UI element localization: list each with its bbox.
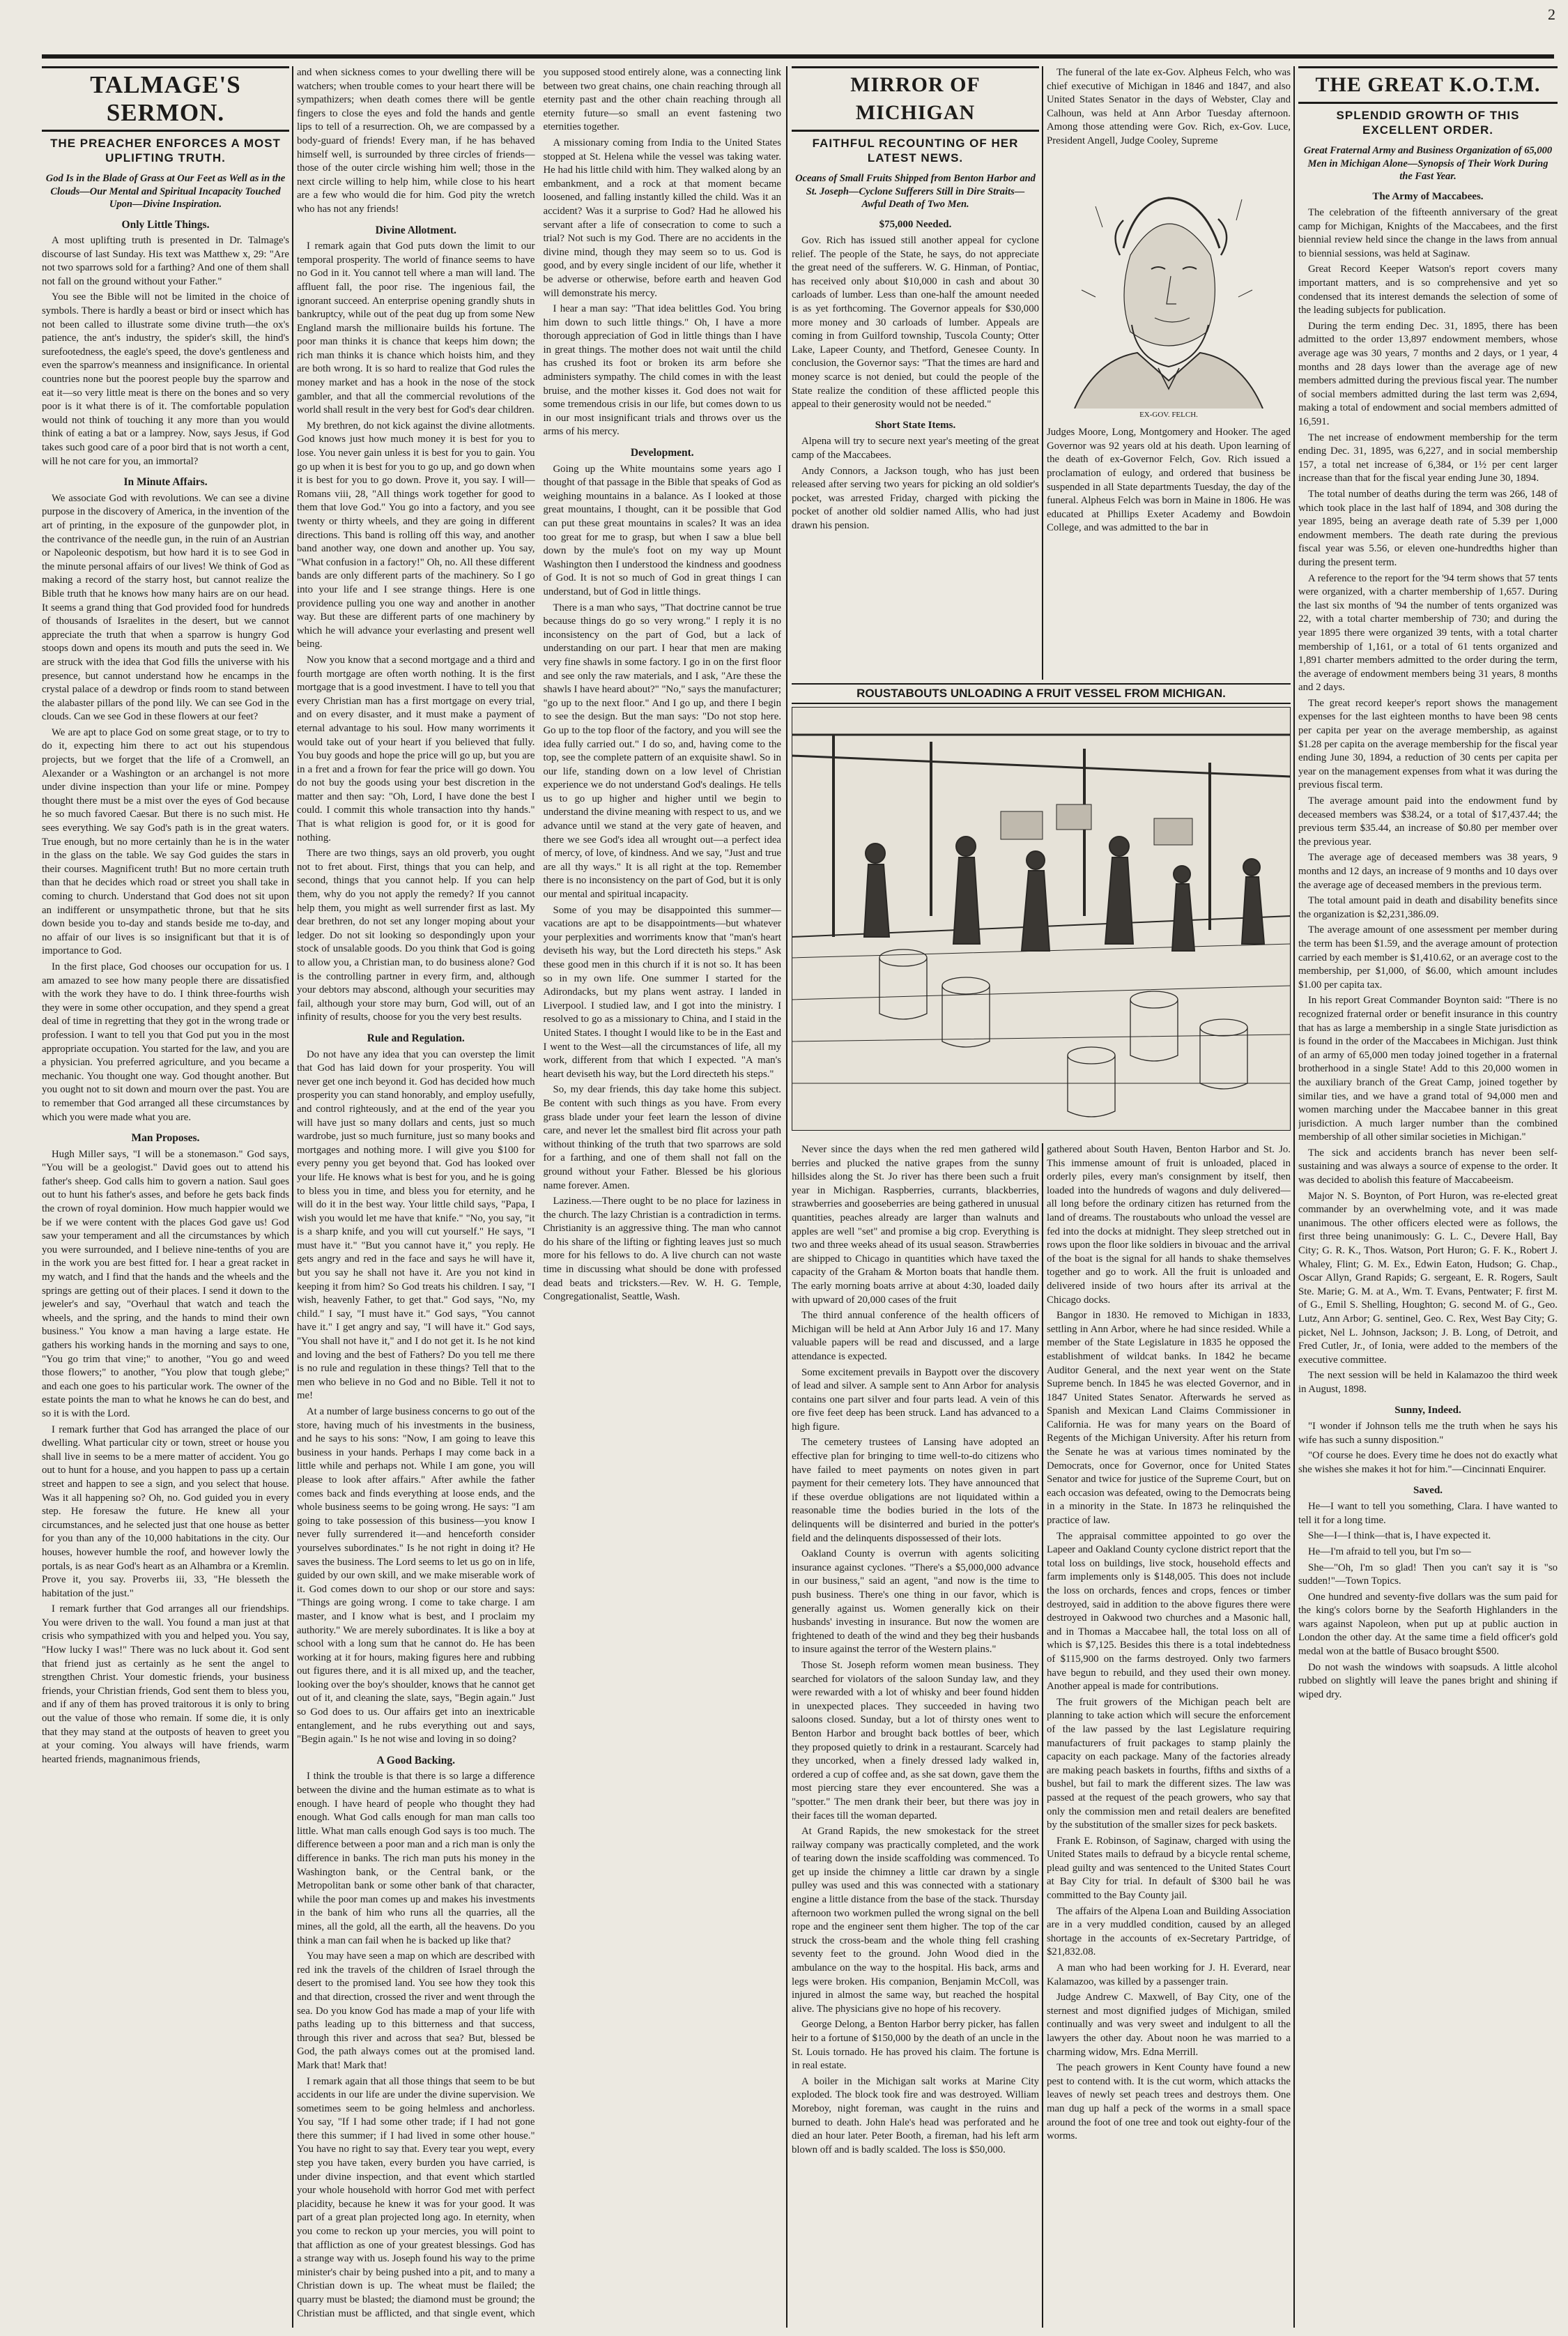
article-paragraph: Never since the days when the red men gathered wild berries and plucked the native grapes from the sunny hillsides along the St. Jo river has there been such a fruit year in Michigan. Raspberries, currants, blackberries, strawberries and gooseberries are being gathered in unusual quantities, peaches already are larger than walnuts and apples are well "set" and promise a big crop. Everything is two and three weeks ahead of its usual season. Strawberries are shipped to Chicago in quantities which have taxed the capacity of the Graham & Morton boats that handle them. The early morning boats arrive at about 4:30, loaded daily with upward of 20,000 cases of the fruit — [792, 1144, 1039, 1306]
article-paragraph: The net increase of endowment membership for the term ending Dec. 31, 1895, was 6,227, and in social membership 157, a total net increase of 6,384, or 1½ per cent larger increase than that for the fiscal year ending June 30, 1894. — [1298, 432, 1558, 484]
article-paragraph: "I wonder if Johnson tells me the truth when he says his wife has such a sunny disposition." — [1298, 1421, 1558, 1446]
article-paragraph: Some excitement prevails in Baypott over the discovery of lead and silver. A sample sent to Ann Arbor for analysis contains one part silver and four parts lead. A vein of this ore five feet deep has been struck. Land has advanced to a high figure. — [792, 1366, 1039, 1433]
felch-portrait — [1054, 151, 1284, 409]
article-paragraph: I remark further that God arranges all our friendships. You were driven to the wall. You found a man just at that crisis who sympathized with you and helped you. You say, "How lucky I was!" There was no luck about it. God sent that friend just as certainly as he sent the angel to strengthen Christ. Your domestic friends, your business friends, your Christian friends, God sent them to bless you, and if any of them has proved traitorous it is only to bring out the value of those who remain. If some die, it is only that they may stand at the outposts of heaven to greet you at your coming. You always will have friends, warm hearted friends, magnanimous friends, — [42, 1603, 289, 1765]
article-paragraph: Great Record Keeper Watson's report covers many important matters, and is so comprehensive and yet so condensed that its interest demands the selection of some of the leading subjects for publication. — [1298, 264, 1558, 316]
dock-scene — [792, 707, 1291, 1131]
article-paragraph: The next session will be held in Kalamazoo the third week in August, 1898. — [1298, 1370, 1558, 1395]
article-paragraph: One hundred and seventy-five dollars was the sum paid for the king's colors borne by the Seaforth Highlanders in the wars against Napoleon, when put up at public auction in London the other day. At the same time a field officer's gold medal won at the battle of Busaco brought $500. — [1298, 1591, 1558, 1658]
section-heading: The Army of Maccabees. — [1372, 190, 1484, 202]
felch-column — [1047, 66, 1291, 680]
article-paragraph: So, my dear friends, this day take home this subject. Be content with such things as you have. From every grass blade under your feet learn the lesson of divine care, and never let the smallest bird flit across your path without thinking of the truth that two sparrows are sold for a farthing, and one of them shall not fall on the ground without your Father. Blessed be his glorious name forever. Amen. — [543, 1084, 781, 1191]
article-paragraph: I think the trouble is that there is so large a difference between the divine and the human estimate as to what is enough. I have heard of people who thought they had enough. What God calls enough for man man calls too little. What man calls enough God says is too much. The difference between a poor man and a rich man is only the difference in banks. The rich man puts his money in the Washington bank, or the Central bank, or the Metropolitan bank or some other bank of that character, while the poor man comes up and makes his investments in the bank of him who runs all the quarries, all the mines, all the gold, all the earth, all the heavens. Do you think a man can fail when he is backed up like that? — [297, 1771, 535, 1946]
article-paragraph: Bangor in 1830. He removed to Michigan in 1833, settling in Ann Arbor, where he had since resided. While a member of the State Legislature in 1835 he opposed the establishment of wildcat banks. In 1842 he became Auditor General, and the next year went on the State Supreme bench. In 1845 he was elected Governor, and in 1847 United States Senator. Afterwards he served as Spanish and Mexican Land Claims Commissioner in California. He was for many years on the Board of Regents of the Michigan University. After his return from the Senate he was at various times nominated by the Democrats, once for Governor, once for United States Senator and twice for justice of the Supreme Court, but on each occasion was defeated, owing to the Democrats being in a minority in the State. In 1873 he relinquished the practice of law. — [1047, 1310, 1291, 1527]
article-paragraph: At a number of large business concerns to go out of the store, having much of his investments in the business, and he says to his sons: "Now, I am going to leave this business in your hands. Perhaps I may come back in a little while and perhaps not. While I am gone, you will please to look after affairs." After awhile the father comes back and finds everything at loose ends, and the whole business seems to be going wrong. He says: "I am going to take possession of this business—you know I never fully surrendered it—and henceforth consider yourselves subordinates." Is he not right in doing it? He saves the business. The Lord seems to let us go on in life, guided by our own skill, and we make miserable work of it. God comes down to our shop or our store and says: "Things are going wrong. I come to take charge. I am master, and I know what is best, and I proclaim my authority." We are merely subordinates. It is like a boy at school with a long sum that he cannot do. He has been working at it for hours, making figures here and rubbing out figures there, and it is all mixed up, and the teacher, looking over the boy's shoulder, knows that he cannot get out of it, and cleaning the slate, says, "Begin again." Just so God does to us. Our affairs get into an inextricable entanglement, and he rubs everything out and says, "Begin again." Is he not wise and loving in so doing? — [297, 1406, 535, 1746]
article-paragraph: A boiler in the Michigan salt works at Marine City exploded. The block took fire and was destroyed. William Moreboy, night foreman, was caught in the ruins and burned to death. John Hale's head was perforated and he died an hour later. Peter Booth, a fireman, had his left arm blown off and is badly scalded. The loss is $50,000. — [792, 2075, 1039, 2155]
article-paragraph: The sick and accidents branch has never been self-sustaining and was always a source of expense to the order. It was decided to abolish this feature of Maccabeeism. — [1298, 1147, 1558, 1186]
article-paragraph: Do not wash the windows with soapsuds. A little alcohol rubbed on slightly will leave the panes bright and shining if wiped dry. — [1298, 1661, 1558, 1700]
article-paragraph: The celebration of the fifteenth anniversary of the great camp for Michigan, Knights of the Maccabees, and the first biennial review held since the change in the laws from annual to biennial sessions, was held at Saginaw. — [1298, 207, 1558, 259]
section-heading: In Minute Affairs. — [123, 476, 208, 489]
article-paragraph: gathered about South Haven, Benton Harbor and St. Jo. This immense amount of fruit is unloaded, placed in orderly piles, every man's consignment by itself, then loaded into the hundreds of wagons and duly delivered—all long before the ordinary citizen has returned from the land of dreams. The roustabouts who unload the vessel are fed into the docks at midnight. They sleep stretched out in rows upon the floor like soldiers in bivouac and the arrival of the boat is the signal for all hands to shake themselves together and go to work. All the fruit is unloaded and delivered inside of two hours after its arrival at the Chicago docks. — [1047, 1144, 1291, 1306]
illustration-title: ROUSTABOUTS UNLOADING A FRUIT VESSEL FROM MICHIGAN. — [792, 683, 1291, 704]
article-paragraph: The fruit growers of the Michigan peach belt are planning to take action which will secure the enforcement of the law passed by the last Legislature requiring manufacturers of fruit packages to stamp plainly the capacity on each package. Many of the factories already are making peach baskets in fourths, fifths and sixths of a bushel, but fail to mark the different sizes. The law was passed at the request of the peach growers, who say that only the commission men and retail dealers are benefited by the substitution of the smaller sizes for peck baskets. — [1047, 1696, 1291, 1831]
article-paragraph: We associate God with revolutions. We can see a divine purpose in the discovery of America, in the invention of the art of printing, in the exposure of the gunpowder plot, in the contrivance of the needle gun, in the ruin of an Austrian or Napoleonic despotism, but how hard it is to see God in the minute personal affairs of our lives! We think of God as making a record of the starry host, but cannot realize the Bible truth that he knows how many hairs are on our head. It seems a grand thing that God provided food for hundreds of thousands of Israelites in the desert, but we cannot appreciate the truth that when a sparrow is hungry God stoops down and opens its mouth and puts the seed in. We are struck with the idea that God fills the universe with his presence, but cannot understand how he encamps in the crystal palace of a dewdrop or finds room to stand between the alabaster pillars of the pond lily. We can see God in the clouds. Can we see God in these flowers at our feet? — [42, 492, 289, 723]
article-paragraph: and when sickness comes to your dwelling there will be watchers; when trouble comes to your heart there will be sympathizers; when death comes there will be gentle fingers to close the eyes and fold the hands and gentle lips to tell of a resurrection. Oh, we are compassed by a body-guard of friends! Every man, if he has behaved himself well, is surrounded by three circles of friends—those of the outer circle wishing him well; those in the next circle willing to help him, while close to his heart are a few who would die for him. God pity the wretch who has not any friends! — [297, 67, 535, 215]
felch-continued — [1047, 1143, 1291, 2328]
article-paragraph: The total number of deaths during the term was 266, 148 of which took place in the last half of 1894, and 308 during the year 1895, being an average death rate of 5.39 per 1,000 endowment members. The death rate during the previous fiscal year was 5.56, or eleven one-hundredths higher than during the present term. — [1298, 488, 1558, 568]
section-heading: Rule and Regulation. — [367, 1032, 465, 1044]
michigan-news-continued — [792, 1143, 1039, 2328]
article-paragraph: I remark again that all those things that seem to be but accidents in our life are under the divine supervision. We sometimes seem to be going helmless and anchorless. You say, "If I had some other trade; if I had not gone there this summer; if I had lived in some other house." You have no right to say that. Every tear you wept, every step you have taken, every burden you have carried, is under divine inspection, and that event which startled your whole household with horror God met with perfect placidity, because he knew it was for your good. It was part of a great plan projected long ago. In eternity, when you come to reckon up your mercies, you will point to that affliction as one of your greatest blessings. God has a strange way with us. Joseph found his way to the prime minister's chair by being pushed into a pit, and to many a Christian down is up. The wheat must be flailed; the quarry must be blasted; the diamond must be ground; the Christian must be afflicted, and that single event, which you supposed stood entirely alone, was a connecting link between two great chains, one chain reaching through all eternity past and the other chain reaching through all eternity future—so small an event fastening two eternities together. — [297, 67, 781, 2319]
article-paragraph: The average amount of one assessment per member during the term has been $1.59, and the average amount of protection carried by each member is $1,410.62, or an average cost to the membership, per $1,000, of $6.00, which amount includes $1.00 per capita tax. — [1298, 924, 1558, 991]
article-paragraph: There is a man who says, "That doctrine cannot be true because things do go so very wrong." I reply it is no inconsistency on the part of God, but a lack of understanding on our part. I hear that men are making very fine shawls in some factory. I go in on the first floor and see only the raw materials, and I ask, "Are these the shawls I have heard about?" "No," says the manufacturer; "go up to the next floor." And I go up, and there I begin to see the design. But the man says: "Do not stop here. Go up to the top floor of the factory, and you will see the idea fully carried out." I do so, and, having come to the top, see the complete pattern of an exquisite shawl. So in our life, standing down on a low level of Christian experience we do not understand God's dealings. He tells us to go up higher and higher until we begin to understand the divine meaning with respect to us, and we advance until we stand at the very gate of heaven, and there we see God's idea all wrought out—a perfect idea of mercy, of love, of kindness. And we say, "Just and true are all thy ways." It is all right at the top. Remember there is no inconsistency on the part of God, but it is only our mental and spiritual incapacity. — [543, 602, 781, 901]
michigan-deck: Oceans of Small Fruits Shipped from Benton Harbor and St. Joseph—Cyclone Sufferers Still in Dire Straits—Awful Death of Two Men. — [795, 173, 1036, 210]
article-paragraph: You may have seen a map on which are described with red ink the travels of the children of Israel through the desert to the promised land. You see how they took this and that direction, crossed the river and went through the sea. Do you know God has made a map of your life with paths leading up to this bitterness and that success, through this river and across that sea? But, blessed be God, the path always comes out at the promised land. Mark that! Mark that! — [297, 1951, 535, 2071]
article-paragraph: The funeral of the late ex-Gov. Alpheus Felch, who was chief executive of Michigan in 1846 and 1847, and also United States Senator in the days of Webster, Clay and Calhoun, was held at Ann Arbor Tuesday afternoon. Among those attending were Gov. Rich, ex-Gov. Luce, President Angell, Judge Cooley, Supreme — [1047, 67, 1291, 146]
section-heading: Saved. — [1413, 1484, 1443, 1496]
article-paragraph: George Delong, a Benton Harbor berry picker, has fallen heir to a fortune of $150,000 by the death of an uncle in the St. Louis tornado. He has proved his claim. The fortune is in real estate. — [792, 2019, 1039, 2072]
article-paragraph: Frank E. Robinson, of Saginaw, charged with using the United States mails to defraud by a bicycle rental scheme, plead guilty and was sentenced to the United States Court at Bay City for trial. In default of $300 bail he was committed to the Bay County jail. — [1047, 1835, 1291, 1902]
section-heading: Only Little Things. — [121, 218, 210, 231]
article-paragraph: The average amount paid into the endowment fund by deceased members was $38.24, or a total of $17,437.44; the previous term $35.44, an increase of $0.80 per member over the previous year. — [1298, 795, 1558, 848]
article-paragraph: The peach growers in Kent County have found a new pest to contend with. It is the cut worm, which attacks the leaves of newly set peach trees and destroys them. One man dug up half a peck of the worms in a small space around the foot of one tree and took out eighty-four of the worms. — [1047, 2062, 1291, 2142]
article-paragraph: Do not have any idea that you can overstep the limit that God has laid down for your prosperity. You will never get one inch beyond it. God has decided how much prosperity you can stand honorably, and employ usefully, and control righteously, and at the end of the year you will have just so many dollars and cents, just so much wardrobe, just so much furniture, just so many books and mortgages and nothing more. I will give you $100 for every penny you get beyond that. God has looked over your life. He knows what is best for you, and he is going to bless you in time, and bless you for eternity, and he will do it in the best way. Your little child says, "Papa, I wish you would let me have that knife." "No, you say, "it is a sharp knife, and you will cut yourself." He says, "I must have it." "But you cannot have it," you reply. He gets angry and red in the face and says he will have it, but you say he shall not have it. Are you not kind in keeping it from him? So God treats his children. I say, "I wish, heavenly Father, to get that." God says, "No, my child." I say, "I must have it." God says, "You cannot have it." I get angry and say, "I will have it." God says, "You shall not have it," and I do not get it. Is he not kind and loving and the best of Fathers? Do you tell me there is no rule and regulation in these things? Tell that to the men who believe in no God and no Bible. Tell it not to me! — [297, 1048, 535, 1402]
section-heading: $75,000 Needed. — [879, 218, 952, 230]
sermon-deck: God Is in the Blade of Grass at Our Feet as Well as in the Clouds—Our Mental and Spiritual Incapacity Touched Upon—Divine Inspiration. — [45, 173, 286, 210]
article-paragraph: He—I want to tell you something, Clara. I have wanted to tell it for a long time. — [1298, 1501, 1558, 1526]
roustabouts-illustration — [792, 683, 1291, 1135]
column-rule — [1042, 66, 1043, 680]
article-paragraph: In his report Great Commander Boynton said: "There is no recognized fraternal order or benefit insurance in this country that has as large a membership in a single State jurisdiction as is found in the order of the Maccabees in Michigan. Just think of an army of 65,000 men today joined together in a fraternal brotherhood in a single State! Add to this 20,000 women in the auxiliary branch of the Great Camp, joined together by similar ties, and we have a grand total of 94,000 men and women marching under the Maccabee banner in this great jurisdiction. A much larger number than the combined membership of all other similar societies in Michigan." — [1298, 995, 1558, 1143]
sermon-column — [42, 66, 289, 2328]
article-paragraph: She—"Oh, I'm so glad! Then you can't say it is "so sudden!"—Town Topics. — [1298, 1562, 1558, 1587]
column-rule — [786, 66, 787, 2328]
article-paragraph: The third annual conference of the health officers of Michigan will be held at Ann Arbor July 16 and 17. Many valuable papers will be read and discussed, and a large attendance is expected. — [792, 1310, 1039, 1362]
article-paragraph: Some of you may be disappointed this summer—vacations are apt to be disappointments—but whatever your perplexities and worriments know that "man's heart deviseth his way, but the Lord directeth his steps." Ask these good men in this church if it is not so. It has been so in my own life. One summer I started for the Adirondacks, but my plans went astray. I landed in Liverpool. I studied law, and I got into the ministry. I resolved to go as a missionary to China, and I staid in the United States. I thought I would like to be in the East and I went to the West—all the circumstances of life, all my work, different from that which I expected. "A man's heart deviseth his way, but the Lord directeth his steps." — [543, 904, 781, 1080]
article-paragraph: The affairs of the Alpena Loan and Building Association are in a very muddled condition, caused by an alleged shortage in the accounts of ex-Secretary Partridge, of $21,832.08. — [1047, 1905, 1291, 1958]
article-paragraph: A most uplifting truth is presented in Dr. Talmage's discourse of last Sunday. His text was Matthew x, 29: "Are not two sparrows sold for a farthing? And one of them shall not fall on the ground without your Father." — [42, 235, 289, 287]
article-paragraph: You see the Bible will not be limited in the choice of symbols. There is hardly a beast or bird or insect which has not been called to illustrate some divine truth—the ox's patience, the ant's industry, the spider's skill, the hind's surefootedness, the eagle's speed, the dove's gentleness and even the sparrow's meanness and insignificance. In oriental countries none but the poorest people buy the sparrow and eat it—so very little meat is there on the bones and so very poor is it what there is of it. The comfortable population would not think of touching it any more than you would think of eating a bat or a lamprey. Now, says Jesus, if God takes such good care of a poor bird that is not worth a cent, will he not care for you, an immortal? — [42, 291, 289, 467]
article-paragraph: Andy Connors, a Jackson tough, who has just been released after serving two years for picking an old soldier's pocket, was arrested Friday, charged with picking the pocket of another old soldier named Allis, who had just drawn his pension. — [792, 465, 1039, 531]
sermon-subtitle: THE PREACHER ENFORCES A MOST UPLIFTING TRUTH. — [50, 137, 281, 165]
section-heading: A Good Backing. — [376, 1754, 455, 1766]
article-paragraph: "Of course he does. Every time he does not do exactly what she wishes she makes it hot for him."—Cincinnati Enquirer. — [1298, 1450, 1558, 1475]
article-paragraph: Going up the White mountains some years ago I thought of that passage in the Bible that speaks of God as weighing mountains in a balance. As I looked at those great mountains, I thought, can it be possible that God can put these great mountains in scales? It was an idea too great for me to grasp, but when I saw a blue bell down by the mule's foot on my way up Mount Washington then I understood the kindness and goodness of God. It is not so much of God in great things I can understand, but of God in little things. — [543, 463, 781, 597]
article-paragraph: There are two things, says an old proverb, you ought not to fret about. First, things that you can help, and second, things that you cannot help. If you can help them, why do you not apply the remedy? If you cannot help them, you might as well surrender first as last. My dear brethren, do not set any longer moping about your ledger. Do not sit looking so despondingly upon your stock of unsalable goods. Do you think that God is going to allow you, a Christian man, to do business alone? God is the controlling partner in every firm, and, although your debtors may abscond, although your securities may fail, although your store may burn, God will, out of an infinity of results, choose for you the very best results. — [297, 848, 535, 1023]
kotm-column — [1298, 66, 1558, 2328]
article-paragraph: Major N. S. Boynton, of Port Huron, was re-elected great commander by an overwhelming vote, and it was made unanimous. The other officers elected were as follows, the first three being unanimously: G. L. C., Devere Hall, Bay City; G. R. K., Thos. Watson, Port Huron; G. F. K., Robert J. Whaley, Flint; G. M. Ex., Edwin Eaton, Hudson; G. Chap., Oscar Allyn, Grand Rapids; G. sergeant, E. R. Rogers, Sault Ste. Marie; G. M. at A., Wm. T. Evans, Pentwater; F. first M. of G., Emil S. Shelling, Houghton; G. second M. of G., Geo. Lutz, Ann Arbor; G. sentinel, Geo. C. Rex, West Bay City; G. picket, Nel L. Johnson, Jackson; J. B. Long, of Detroit, and Fred Cutler, Jr., of Ionia, were added to the members of the executive committee. — [1298, 1190, 1558, 1366]
article-paragraph: A man who had been working for J. H. Everard, near Kalamazoo, was killed by a passenger train. — [1047, 1962, 1291, 1987]
article-paragraph: I remark further that God has arranged the place of our dwelling. What particular city or town, street or house you shall live in seems to be a mere matter of accident. You go out to hunt for a house, and you happen to pass up a certain street and happen to see a sign, and you select that house. Was it all happening so? Oh, no. God guided you in every step. He foresaw the future. He knew all your circumstances, and he selected just that one house as better for you than any of the 10,000 habitations in the city. Our houses, however humble the roof, and however lowly the portals, is as near God's heart as an Alhambra or a Kremlin. Prove it, you say. Proverbs iii, 33, "He blesseth the habitation of the just." — [42, 1423, 289, 1599]
article-paragraph: The appraisal committee appointed to go over the Lapeer and Oakland County cyclone district report that the total loss on buildings, live stock, household effects and farm implements only is $148,005. This does not include the loss on orchards, fences and crops, fences or timber destroyed, said in addition to the above figures there were destroyed in Oakwood two churches and a Masonic hall, and in Thomas a Maccabee hall, the total loss on all of which is $7,125. Besides this there is a total indebtedness of $115,900 on the farms destroyed. Only two farmers have begun to rebuild, and they used their own money. Another appeal is made for contributions. — [1047, 1530, 1291, 1693]
article-paragraph: The cemetery trustees of Lansing have adopted an effective plan for bringing to time well-to-do citizens who have failed to meet payments on notes given in part payment for their cemetery lots. They have announced that if these overdue obligations are not liquidated within a reasonable time the bodies buried in the lots of the delinquents will be disinterred and buried in the potter's field and the delinquents dispossessed of their lots. — [792, 1437, 1039, 1544]
article-paragraph: Judges Moore, Long, Montgomery and Hooker. The aged Governor was 92 years old at his death. Upon learning of the death of ex-Governor Felch, Gov. Rich issued a proclamation of eulogy, and ordered that business be suspended in all State departments Tuesday, the day of the funeral. Alpheus Felch was born in Maine in 1806. He was educated at Phillips Exeter Academy and Bowdoin College, and was admitted to the bar in — [1047, 427, 1291, 534]
article-paragraph: I hear a man say: "That idea belittles God. You bring him down to such little things." Oh, I have a more thorough appreciation of God in little things than I have in great things. The mother does not wait until the child has crushed its foot or broken its arm before she administers sympathy. The child comes in with the least bruise, and the mother kisses it. God does not wait for some tremendous crisis in our life, but comes down to us in our most insignificant trials and throws over us the arms of his mercy. — [543, 303, 781, 438]
article-paragraph: The great record keeper's report shows the management expenses for the last eighteen months to have been 98 cents per capita per year on the average membership, as against $1.28 per capita on the average membership for the fiscal year ending June 30, 1894, a reduction of 30 cents per capita per year on the management expenses from what it was during the previous fiscal term. — [1298, 697, 1558, 791]
sermon-title: TALMAGE'S SERMON. — [42, 66, 289, 132]
kotm-title: THE GREAT K.O.T.M. — [1298, 66, 1558, 104]
article-paragraph: Laziness.—There ought to be no place for laziness in the church. The lazy Christian is a contradiction in terms. Christianity is an aggressive thing. The man who cannot do his share of the lifting or fighting leaves just so much more for his fellows to do. A live church can not waste time in discussing what should be done with professed dead beats and tricksters.—Rev. W. H. G. Temple, Congregationalist, Seattle, Wash. — [543, 1196, 781, 1303]
masthead-rule — [42, 54, 1554, 59]
section-heading: Development. — [630, 447, 694, 459]
article-paragraph: Hugh Miller says, "I will be a stonemason." God says, "You will be a geologist." David goes out to attend his father's sheep. God calls him to govern a nation. Saul goes out to hunt his father's asses, and before he gets back finds the crown of royal dominion. How much happier would we be if we were content with the places God gave us! God saw your temperament and all the circumstances by which you were surrounded, and I believe nine-tenths of you are in the work you are best fitted for. I hear a great racket in my watch, and I find that the hands and the wheels and the springs are getting out of their places. I send it down to the jeweler's and say, "Overhaul that watch and teach the wheels, and the spring, and the hands to mind their own business." You know a man having a large estate. He gathers his working hands in the morning and says to one, "You go trim that vine;" to another, "You go and weed those flowers;" to another, "You plow that tough glebe;" and each one goes to his particular work. The owner of the estate points the man to what he knows he can do best, and so it is with the Lord. — [42, 1148, 289, 1419]
page-number: 2 — [1548, 6, 1555, 23]
article-paragraph: Now you know that a second mortgage and a third and fourth mortgage are often worth nothing. It is the first mortgage that is a good investment. I have to tell you that every Christian man has a first mortgage on every trial, and on every disaster, and it must make a payment of eternal advantage to his soul. How many worriments it would take out of your heart if you believed that fully. You buy goods and hope the price will go up, but you are in a fret and a frown for fear the price will go down. You do not buy the goods using your best discretion in the matter and then say: "Oh, Lord, I have done the best I could. I commit this whole transaction into thy hands." That is what religion is good for, or it is good for nothing. — [297, 654, 535, 843]
article-paragraph: Gov. Rich has issued still another appeal for cyclone relief. The people of the State, he says, do not appreciate the great need of the sufferers. W. G. Hinman, of Pontiac, has received only about $10,000 in cash and about 30 carloads of lumber. Less than one-half the amount needed is as yet forthcoming. The Governor appeals for $30,000 more money and 30 carloads of lumber. Appeals are coming in from Guilford township, Tuscola County; Otter Lake, Lapeer County, and Thetford, Genesee County. In conclusion, the Governor says: "That the times are hard and money scarce is not denied, but could the people of the State realize the condition of these afflicted people this appeal to their generosity would not be needed." — [792, 235, 1039, 411]
article-paragraph: Those St. Joseph reform women mean business. They searched for violators of the saloon Sunday law, and they were rewarded with a lot of whisky and beer found hidden in unexpected places. They succeeded in having two saloons closed. Sunday, but a lot of thirsty ones went to Benton Harbor and brought back bottles of beer, which they proposed quietly to drink in a restaurant. Scarcely had they uncorked, when a finely dressed lady walked in, ordered a cup of coffee and, as she sat down, gave them the most piercing stare they ever encountered. She was a "spotter." The men drank their beer, but there was joy in their faces till the woman departed. — [792, 1659, 1039, 1822]
article-paragraph: My brethren, do not kick against the divine allotments. God knows just how much money it is best for you to lose. You never gain unless it is best for you to gain. You go up when it is best for you to go up, and go down when it is best for you to go down. Prove it, you say. I will—Romans viii, 28, "All things work together for good to them that love God." You go into a factory, and you see twenty or thirty wheels, and they are going in different directions. This band is rolling off this way, and another band another way, one down and another up. You say, "What confusion in a factory!" Oh, no. All these different bands are only different parts of the machinery. So I go into your life and I see strange things. Here is one providence pulling you one way and another in another way. But these are different parts of one machinery by which he will advance your everlasting and present well being. — [297, 420, 535, 650]
article-paragraph: We are apt to place God on some great stage, or to try to do it, expecting him there to act out his stupendous projects, but we forget that the life of a Cromwell, an Alexander or a Washington or an archangel is not more under divine inspection than your life or mine. Pompey thought there must be a mist over the eyes of God because he so much favored Caesar. But there is no such mist. He sees everything. We say God's path is in the great waters. True enough, but no more certainly than he is in the water in the glass on the table. We say God guides the stars in their courses. Magnificent truth! But no more certain truth than that he decides which road or street you shall take in coming to church. Understand that God does not sit upon an indifferent or unsympathetic throne, but that he sits down beside you to-day and stands beside me to-day, and no affair of our lives is so insignificant but that it is of importance to God. — [42, 726, 289, 957]
article-paragraph: Judge Andrew C. Maxwell, of Bay City, one of the sternest and most dignified judges of Michigan, smiled continually and was very sweet and indulgent to all the lawyers the other day. About noon he was married to a charming widow, Mrs. Edna Merrill. — [1047, 1992, 1291, 2058]
article-paragraph: In the first place, God chooses our occupation for us. I am amazed to see how many people there are dissatisfied with the work they have to do. I think three-fourths wish they were in some other occupation, and they spend a great deal of time in regretting that they got in the wrong trade or profession. I want to tell you that God put you in the most appropriate occupation. You started for the law, and you are a physician. You preferred agriculture, and you became a mechanic. You thought one way. God thought another. But you ought not to sit down and mourn over the past. You are to remember that God arranged all these circumstances by which you were made what you are. — [42, 961, 289, 1123]
article-paragraph: The average age of deceased members was 38 years, 9 months and 12 days, an increase of 9 months and 10 days over the average age of deceased members in the previous term. — [1298, 852, 1558, 891]
section-heading: Short State Items. — [875, 419, 956, 431]
article-paragraph: A missionary coming from India to the United States stopped at St. Helena while the vessel was taking water. He had his little child with him. They walked along by an embankment, and a rock at that moment became loosened, and falling instantly killed the child. Was it an accident? Was it a surprise to God? Had he allowed his servant after a life of consecration to come to such a trial? Not such is my God. There are no accidents in the divine mind, though they may seem so to us. God is good, and by every single incident of our life, whether it be adverse or otherwise, before earth and heaven God will demonstrate his mercy. — [543, 137, 781, 299]
section-heading: Divine Allotment. — [375, 224, 456, 236]
michigan-subtitle: FAITHFUL RECOUNTING OF HER LATEST NEWS. — [812, 137, 1019, 165]
article-paragraph: The total amount paid in death and disability benefits since the organization is $2,231,386.09. — [1298, 895, 1558, 920]
column-rule — [1042, 1143, 1043, 2328]
michigan-title: MIRROR OF MICHIGAN — [792, 66, 1039, 132]
article-paragraph: He—I'm afraid to tell you, but I'm so— — [1308, 1545, 1471, 1557]
section-heading: Man Proposes. — [131, 1132, 200, 1145]
article-paragraph: Alpena will try to secure next year's meeting of the great camp of the Maccabees. — [792, 436, 1039, 461]
column-rule — [292, 66, 293, 2328]
portrait-caption: EX-GOV. FELCH. — [1139, 410, 1198, 419]
michigan-news-column — [792, 66, 1039, 680]
section-heading: Sunny, Indeed. — [1394, 1404, 1461, 1416]
kotm-deck: Great Fraternal Army and Business Organization of 65,000 Men in Michigan Alone—Synopsis of Their Work During the Fast Year. — [1303, 145, 1553, 182]
article-paragraph: A reference to the report for the '94 term shows that 57 tents were organized, with a charter membership of 1,657. During the last six months of '94 the number of tents organized was 22, with a total charter membership of 730; and during the year 1895 there were organized 39 tents, with a total charter membership of 1,161, or a total of 61 tents organized and 1,891 charter members admitted to the order during the term, the average of endowment members being 31 years, 8 months and 2 days. — [1298, 572, 1558, 694]
article-paragraph: Oakland County is overrun with agents soliciting insurance against cyclones. "There's a $5,000,000 advance in our business," said an agent, "and now is the time to push business. There's one thing in our favor, which is generally against us. Women generally kick on their husbands' investing in insurance. But now the women are frightened to death of the wind and they beg their husbands to insure against the terror of the Western plains." — [792, 1548, 1039, 1656]
article-paragraph: During the term ending Dec. 31, 1895, there has been admitted to the order 13,897 endowment members, whose average age was 30 years, 7 months and 2 days, or 1 year, 4 months and 28 days lower than the average age of new members admitted during the previous fiscal year. The number of social members admitted during the last term was 2,694, making a total of endowment and social members admitted of 16,591. — [1298, 320, 1558, 427]
article-paragraph: I remark again that God puts down the limit to our temporal prosperity. The world of finance seems to have no God in it. You cannot tell where a man will land. The affluent fall, the poor rise. The ingenious fail, the ignorant succeed. An enterprise opening grandly shuts in bankruptcy, while out of the peat dug up from some New England marsh the millionaire builds his fortune. The poor man thinks it is chance that keeps him down; the rich man thinks it is chance which hoists him, and they are both wrong. It is so hard to realize that God rules the money market and has a hook in the nose of the stock gambler, and that all the commercial revolutions of the world shall result in the very best for God's dear children. — [297, 241, 535, 416]
sermon-continued-column — [297, 66, 781, 2328]
article-paragraph: She—I—I think—that is, I have expected it. — [1308, 1530, 1491, 1542]
kotm-subtitle: SPLENDID GROWTH OF THIS EXCELLENT ORDER. — [1336, 109, 1520, 137]
article-paragraph: At Grand Rapids, the new smokestack for the street railway company was practically completed, and the work of tearing down the inside scaffolding was commenced. To get up inside the chimney a little car drawn by a single pulley was used and this was connected with a stationary engine a little distance from the base of the stack. Thursday afternoon two workmen pulled the wrong signal on the bell rope and the engineer sent them higher. The top of the car struck the cross-beam and the whole thing fell crashing seventy feet to the ground. John Wood died in the ambulance on the way to the hospital. His back, arms and legs were broken. His companion, Benjamin McColl, was injured in almost the same way, but reached the hospital alive. The physicians give no hope of his recovery. — [792, 1826, 1039, 2015]
column-rule — [1293, 66, 1295, 2328]
